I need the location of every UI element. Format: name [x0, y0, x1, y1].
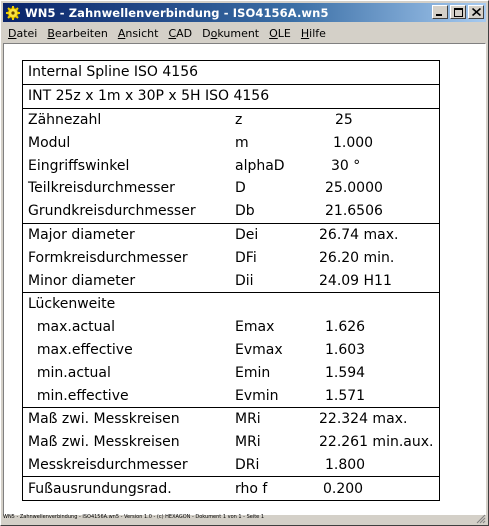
data-row [23, 246, 439, 269]
document-area[interactable] [3, 43, 486, 515]
close-button[interactable] [468, 5, 484, 19]
param-label: Fußausrundungsrad. [28, 480, 172, 497]
param-symbol: DFi [235, 249, 257, 266]
param-symbol: Evmin [235, 387, 279, 404]
maximize-button[interactable] [450, 5, 466, 19]
data-row [23, 108, 439, 132]
resize-grip-icon[interactable] [476, 514, 486, 524]
data-row [23, 292, 439, 316]
title-bar[interactable] [3, 3, 486, 22]
data-row [23, 154, 439, 177]
param-symbol: Dei [235, 226, 259, 243]
doc-designation: INT 25z x 1m x 30P x 5H ISO 4156 [23, 84, 439, 108]
param-value: 1.000 [333, 134, 374, 151]
param-label: min.actual [28, 364, 111, 381]
data-row [23, 407, 439, 431]
param-label: max.effective [28, 341, 133, 358]
menu-hilfe[interactable]: Hilfe [300, 26, 326, 40]
param-value: 26.20 min. [319, 249, 395, 266]
data-row [23, 131, 439, 154]
param-symbol: Db [235, 203, 255, 220]
param-symbol: rho f [235, 480, 268, 497]
data-row [23, 384, 439, 407]
param-symbol: Emin [235, 364, 271, 381]
menu-bar [3, 24, 486, 42]
param-label: Messkreisdurchmesser [28, 456, 188, 473]
param-value: 25.0000 [325, 180, 383, 197]
param-symbol: DRi [235, 456, 260, 473]
param-label: Zähnezahl [28, 111, 102, 128]
app-gear-icon[interactable] [6, 6, 20, 20]
maximize-icon [454, 8, 463, 17]
minimize-icon [436, 8, 444, 16]
window-title: WN5 - Zahnwellenverbindung - ISO4156A.wn5 [25, 5, 329, 20]
param-value: 1.603 [325, 341, 366, 358]
param-value: 1.800 [325, 456, 366, 473]
data-row [23, 223, 439, 247]
data-row [23, 339, 439, 362]
data-row [23, 177, 439, 200]
menu-dokument[interactable]: Dokument [202, 26, 260, 40]
param-value: 22.261 min.aux. [319, 434, 434, 451]
param-symbol: alphaD [235, 157, 285, 174]
param-value: 1.594 [325, 364, 366, 381]
param-label: Modul [28, 134, 71, 151]
param-label: Grundkreisdurchmesser [28, 203, 196, 220]
data-row [23, 200, 439, 223]
data-row [23, 454, 439, 477]
param-value: 1.571 [325, 387, 366, 404]
param-value: 30 ° [331, 157, 361, 174]
param-symbol: z [235, 111, 243, 128]
menu-bearbeiten[interactable]: Bearbeiten [47, 26, 108, 40]
param-symbol: D [235, 180, 246, 197]
param-value: 0.200 [323, 480, 364, 497]
param-label: Lückenweite [28, 296, 116, 313]
data-row [23, 476, 439, 500]
minimize-button[interactable] [432, 5, 448, 19]
param-label: Formkreisdurchmesser [28, 249, 188, 266]
param-value: 21.6506 [325, 203, 383, 220]
menu-datei[interactable]: Datei [8, 26, 38, 40]
spline-data-table [22, 60, 440, 501]
menu-ansicht[interactable]: Ansicht [117, 26, 159, 40]
param-symbol: MRi [235, 411, 261, 428]
param-label: Major diameter [28, 226, 135, 243]
param-symbol: Emax [235, 319, 275, 336]
menu-ole[interactable]: OLE [269, 26, 291, 40]
data-row [23, 316, 439, 339]
param-label: Teilkreisdurchmesser [28, 180, 175, 197]
param-value: 22.324 max. [319, 411, 408, 428]
data-row [23, 269, 439, 292]
param-value: 24.09 H11 [319, 272, 392, 289]
param-label: max.actual [28, 319, 115, 336]
menu-cad[interactable]: CAD [168, 26, 193, 40]
status-bar: WN5 - Zahnwellenverbindung - ISO4156A.wn5 - Version 1.0 - (c) HEXAGON - Dokument 1 von 1 - Seite 1 [3, 514, 265, 520]
data-row [23, 361, 439, 384]
close-icon [472, 8, 481, 16]
doc-heading: Internal Spline ISO 4156 [28, 64, 199, 81]
param-value: 26.74 max. [319, 226, 399, 243]
param-label: Eingriffswinkel [28, 157, 130, 174]
param-value: 1.626 [325, 319, 366, 336]
param-value: 25 [335, 111, 353, 128]
param-label: Minor diameter [28, 272, 136, 289]
param-label: Maß zwi. Messkreisen [28, 434, 180, 451]
param-symbol: Evmax [235, 341, 283, 358]
data-row [23, 431, 439, 454]
param-symbol: m [235, 134, 249, 151]
param-symbol: MRi [235, 434, 261, 451]
param-label: Maß zwi. Messkreisen [28, 411, 180, 428]
param-symbol: Dii [235, 272, 254, 289]
param-label: min.effective [28, 387, 129, 404]
